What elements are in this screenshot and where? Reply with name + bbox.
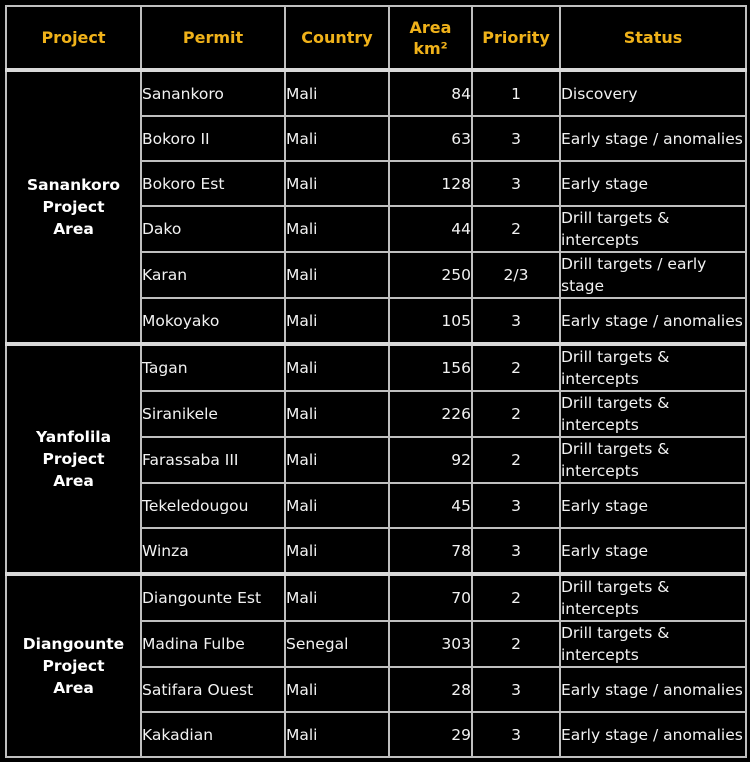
country-cell: Mali	[285, 712, 389, 757]
country-cell: Mali	[285, 70, 389, 116]
priority-cell: 3	[472, 483, 560, 528]
priority-cell: 2	[472, 206, 560, 252]
permit-cell: Winza	[141, 528, 285, 574]
status-cell: Early stage / anomalies	[560, 667, 746, 712]
country-cell: Mali	[285, 574, 389, 621]
table-row	[6, 574, 746, 621]
area-cell: 44	[389, 206, 472, 252]
permits-table	[5, 5, 747, 758]
permit-cell: Madina Fulbe	[141, 621, 285, 667]
permit-cell: Tagan	[141, 344, 285, 391]
country-cell: Mali	[285, 206, 389, 252]
priority-cell: 3	[472, 712, 560, 757]
project-area-cell	[6, 70, 141, 344]
permit-cell: Mokoyako	[141, 298, 285, 344]
header-country: Country	[285, 6, 389, 70]
country-cell: Mali	[285, 116, 389, 161]
header-priority: Priority	[472, 6, 560, 70]
area-cell: 45	[389, 483, 472, 528]
project-area-cell	[6, 344, 141, 574]
table-row	[6, 70, 746, 116]
project-name-line: Project	[42, 450, 105, 468]
area-cell: 78	[389, 528, 472, 574]
status-cell: Drill targets & intercepts	[560, 344, 746, 391]
status-cell: Early stage / anomalies	[560, 116, 746, 161]
country-cell: Mali	[285, 252, 389, 298]
priority-cell: 2	[472, 437, 560, 483]
status-cell: Early stage	[560, 483, 746, 528]
header-row	[6, 6, 746, 70]
area-cell: 29	[389, 712, 472, 757]
table-row	[6, 344, 746, 391]
status-cell: Drill targets & intercepts	[560, 574, 746, 621]
header-status: Status	[560, 6, 746, 70]
project-name-line: Area	[53, 679, 94, 697]
priority-cell: 3	[472, 528, 560, 574]
country-cell: Mali	[285, 344, 389, 391]
permit-cell: Bokoro II	[141, 116, 285, 161]
status-cell: Early stage	[560, 161, 746, 206]
project-area-cell	[6, 574, 141, 757]
project-name-line: Project	[42, 657, 105, 675]
priority-cell: 3	[472, 667, 560, 712]
area-cell: 156	[389, 344, 472, 391]
project-name-line: Diangounte	[22, 635, 125, 653]
country-cell: Mali	[285, 298, 389, 344]
status-cell: Drill targets / early stage	[560, 252, 746, 298]
status-cell: Early stage / anomalies	[560, 712, 746, 757]
project-name-line: Yanfolila	[35, 428, 112, 446]
country-cell: Mali	[285, 667, 389, 712]
priority-cell: 2	[472, 621, 560, 667]
priority-cell: 1	[472, 70, 560, 116]
priority-cell: 2	[472, 344, 560, 391]
permit-cell: Siranikele	[141, 391, 285, 437]
priority-cell: 2	[472, 391, 560, 437]
permit-cell: Karan	[141, 252, 285, 298]
permit-cell: Bokoro Est	[141, 161, 285, 206]
permit-cell: Tekeledougou	[141, 483, 285, 528]
project-name-line: Sanankoro	[27, 176, 120, 194]
permit-cell: Dako	[141, 206, 285, 252]
area-cell: 250	[389, 252, 472, 298]
permit-cell: Farassaba III	[141, 437, 285, 483]
area-cell: 70	[389, 574, 472, 621]
project-name-line: Area	[53, 472, 94, 490]
header-project: Project	[6, 6, 141, 70]
permit-cell: Satifara Ouest	[141, 667, 285, 712]
status-cell: Drill targets & intercepts	[560, 391, 746, 437]
status-cell: Drill targets & intercepts	[560, 621, 746, 667]
priority-cell: 2	[472, 574, 560, 621]
area-cell: 226	[389, 391, 472, 437]
priority-cell: 2/3	[472, 252, 560, 298]
header-area	[389, 6, 472, 70]
header-area-line2: km²	[413, 38, 448, 58]
country-cell: Mali	[285, 437, 389, 483]
area-cell: 128	[389, 161, 472, 206]
permit-cell: Kakadian	[141, 712, 285, 757]
status-cell: Discovery	[560, 70, 746, 116]
country-cell: Mali	[285, 161, 389, 206]
priority-cell: 3	[472, 116, 560, 161]
status-cell: Drill targets & intercepts	[560, 206, 746, 252]
country-cell: Senegal	[285, 621, 389, 667]
area-cell: 303	[389, 621, 472, 667]
permit-cell: Diangounte Est	[141, 574, 285, 621]
project-name-line: Area	[53, 220, 94, 238]
area-cell: 84	[389, 70, 472, 116]
area-cell: 92	[389, 437, 472, 483]
priority-cell: 3	[472, 161, 560, 206]
area-cell: 63	[389, 116, 472, 161]
status-cell: Drill targets & intercepts	[560, 437, 746, 483]
project-name-line: Project	[42, 198, 105, 216]
status-cell: Early stage	[560, 528, 746, 574]
header-permit: Permit	[141, 6, 285, 70]
area-cell: 105	[389, 298, 472, 344]
country-cell: Mali	[285, 391, 389, 437]
permit-cell: Sanankoro	[141, 70, 285, 116]
status-cell: Early stage / anomalies	[560, 298, 746, 344]
country-cell: Mali	[285, 528, 389, 574]
country-cell: Mali	[285, 483, 389, 528]
area-cell: 28	[389, 667, 472, 712]
header-area-line1: Area	[409, 17, 452, 37]
priority-cell: 3	[472, 298, 560, 344]
